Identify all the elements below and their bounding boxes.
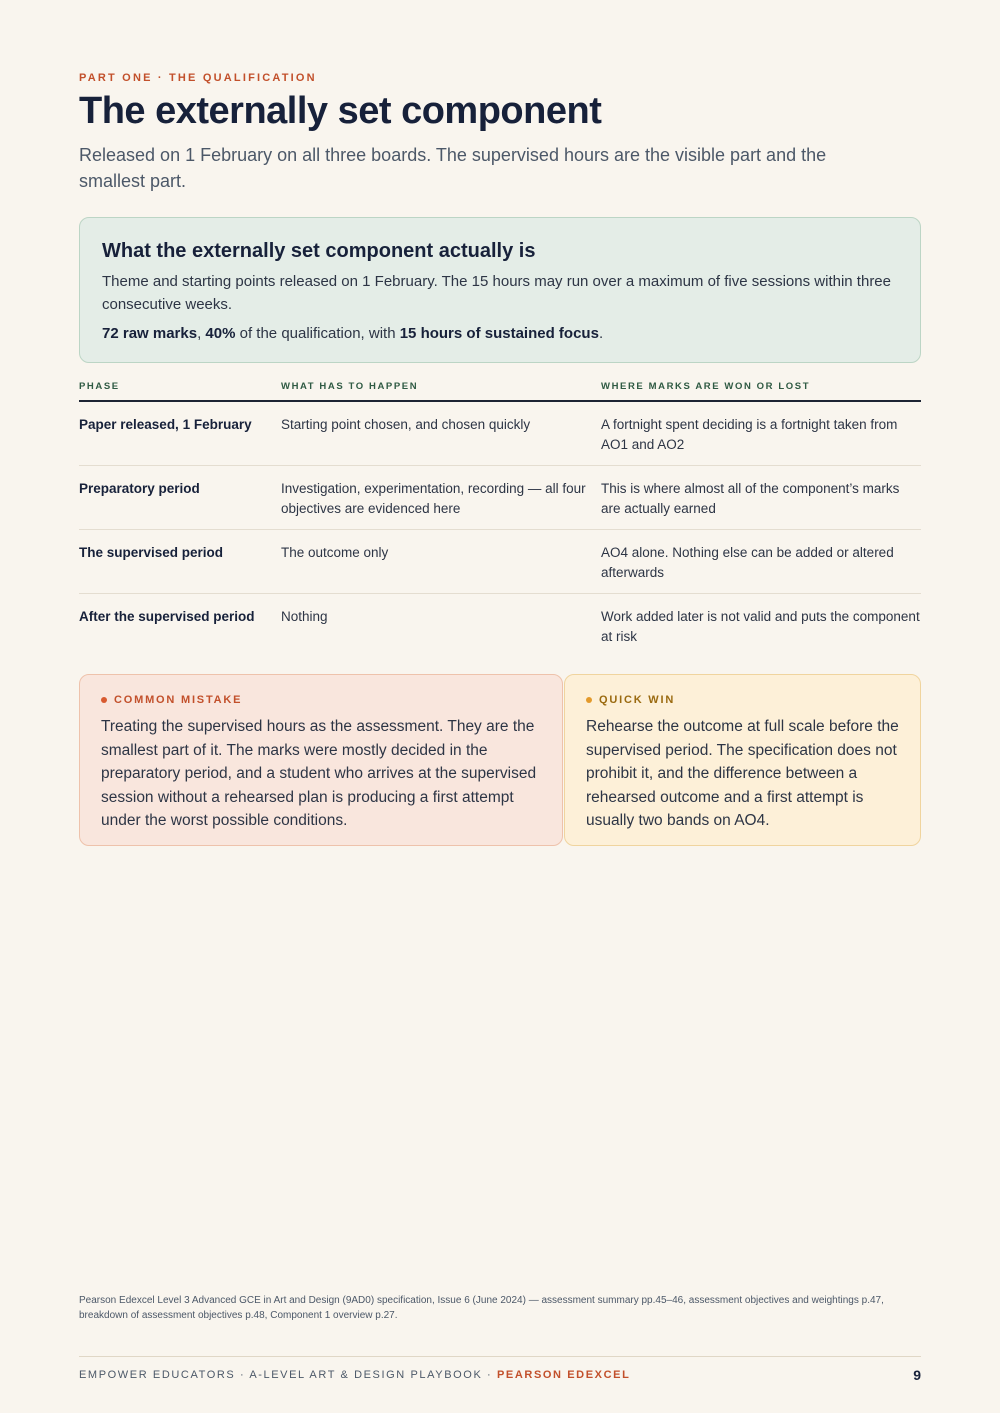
definition-callout (79, 217, 921, 363)
weighting: 40% (205, 325, 236, 342)
footer-brand: PEARSON EDEXCEL (496, 1369, 631, 1381)
section-eyebrow: PART ONE · THE QUALIFICATION (79, 72, 317, 84)
quick-win-box (564, 674, 921, 846)
page (79, 0, 921, 1413)
column-header-marks: WHERE MARKS ARE WON OR LOST (601, 381, 811, 392)
phase-cell: The supervised period (79, 545, 224, 560)
page-number: 9 (913, 1367, 921, 1383)
focus-hours: 15 hours of sustained focus (399, 325, 599, 342)
callout-summary: 72 raw marks, 40% of the qualification, with 15 hours of sustained focus. (102, 325, 604, 342)
bullet-dot-icon (101, 697, 107, 703)
requirement-cell: Investigation, experimentation, recording — all four objectives are evidenced here (281, 481, 586, 516)
common-mistake-text: Treating the supervised hours as the assessment. They are the smallest part of it. The marks were mostly decided in the preparatory period, and a student who arrives at the supervised session without a rehearsed plan is producing a first attempt under the worst possible conditions. (101, 718, 537, 830)
phase-cell: Paper released, 1 February (79, 417, 252, 432)
footer-divider (79, 1356, 921, 1357)
table-row (79, 594, 921, 658)
common-mistake-label: COMMON MISTAKE (114, 694, 243, 706)
source-citation: Pearson Edexcel Level 3 Advanced GCE in Art and Design (9AD0) specification, Issue 6 (June 2024) — assessment summary pp.45–46, assessment objectives and weightings p.47, breakdown of assessment objectives p.48, Component 1 overview p.27. (79, 1295, 884, 1321)
phase-table (79, 372, 921, 658)
footer-publication: EMPOWER EDUCATORS · A-LEVEL ART & DESIGN PLAYBOOK · PEARSON EDEXCEL (79, 1369, 631, 1381)
raw-marks: 72 raw marks (102, 325, 198, 342)
common-mistake-box (79, 674, 563, 846)
page-subtitle: Released on 1 February on all three boards. The supervised hours are the visible part and the smallest part. (79, 145, 827, 191)
table-row (79, 530, 921, 594)
page-title: The externally set component (79, 90, 602, 132)
quick-win-label: QUICK WIN (599, 694, 676, 706)
requirement-cell: Starting point chosen, and chosen quickly (281, 417, 531, 432)
table-row (79, 402, 921, 466)
requirement-cell: Nothing (281, 609, 328, 624)
page-footer (79, 1367, 921, 1383)
marks-cell: This is where almost all of the component’s marks are actually earned (601, 481, 900, 516)
callout-body: Theme and starting points released on 1 February. The 15 hours may run over a maximum of five sessions within three consecutive weeks. (102, 273, 891, 313)
table-header (79, 372, 921, 402)
marks-cell: A fortnight spent deciding is a fortnight taken from AO1 and AO2 (601, 417, 898, 452)
requirement-cell: The outcome only (281, 545, 389, 560)
column-header-phase: PHASE (79, 381, 120, 392)
quick-win-text: Rehearse the outcome at full scale before the supervised period. The specification does not prohibit it, and the difference between a rehearsed outcome and a first attempt is usually two bands on AO4. (586, 718, 899, 830)
column-header-what: WHAT HAS TO HAPPEN (281, 381, 419, 392)
table-row (79, 466, 921, 530)
bullet-dot-icon (586, 697, 592, 703)
marks-cell: Work added later is not valid and puts the component at risk (601, 609, 920, 644)
marks-cell: AO4 alone. Nothing else can be added or altered afterwards (601, 545, 894, 580)
callout-title: What the externally set component actually is (102, 240, 536, 262)
phase-cell: After the supervised period (79, 609, 255, 624)
phase-cell: Preparatory period (79, 481, 200, 496)
